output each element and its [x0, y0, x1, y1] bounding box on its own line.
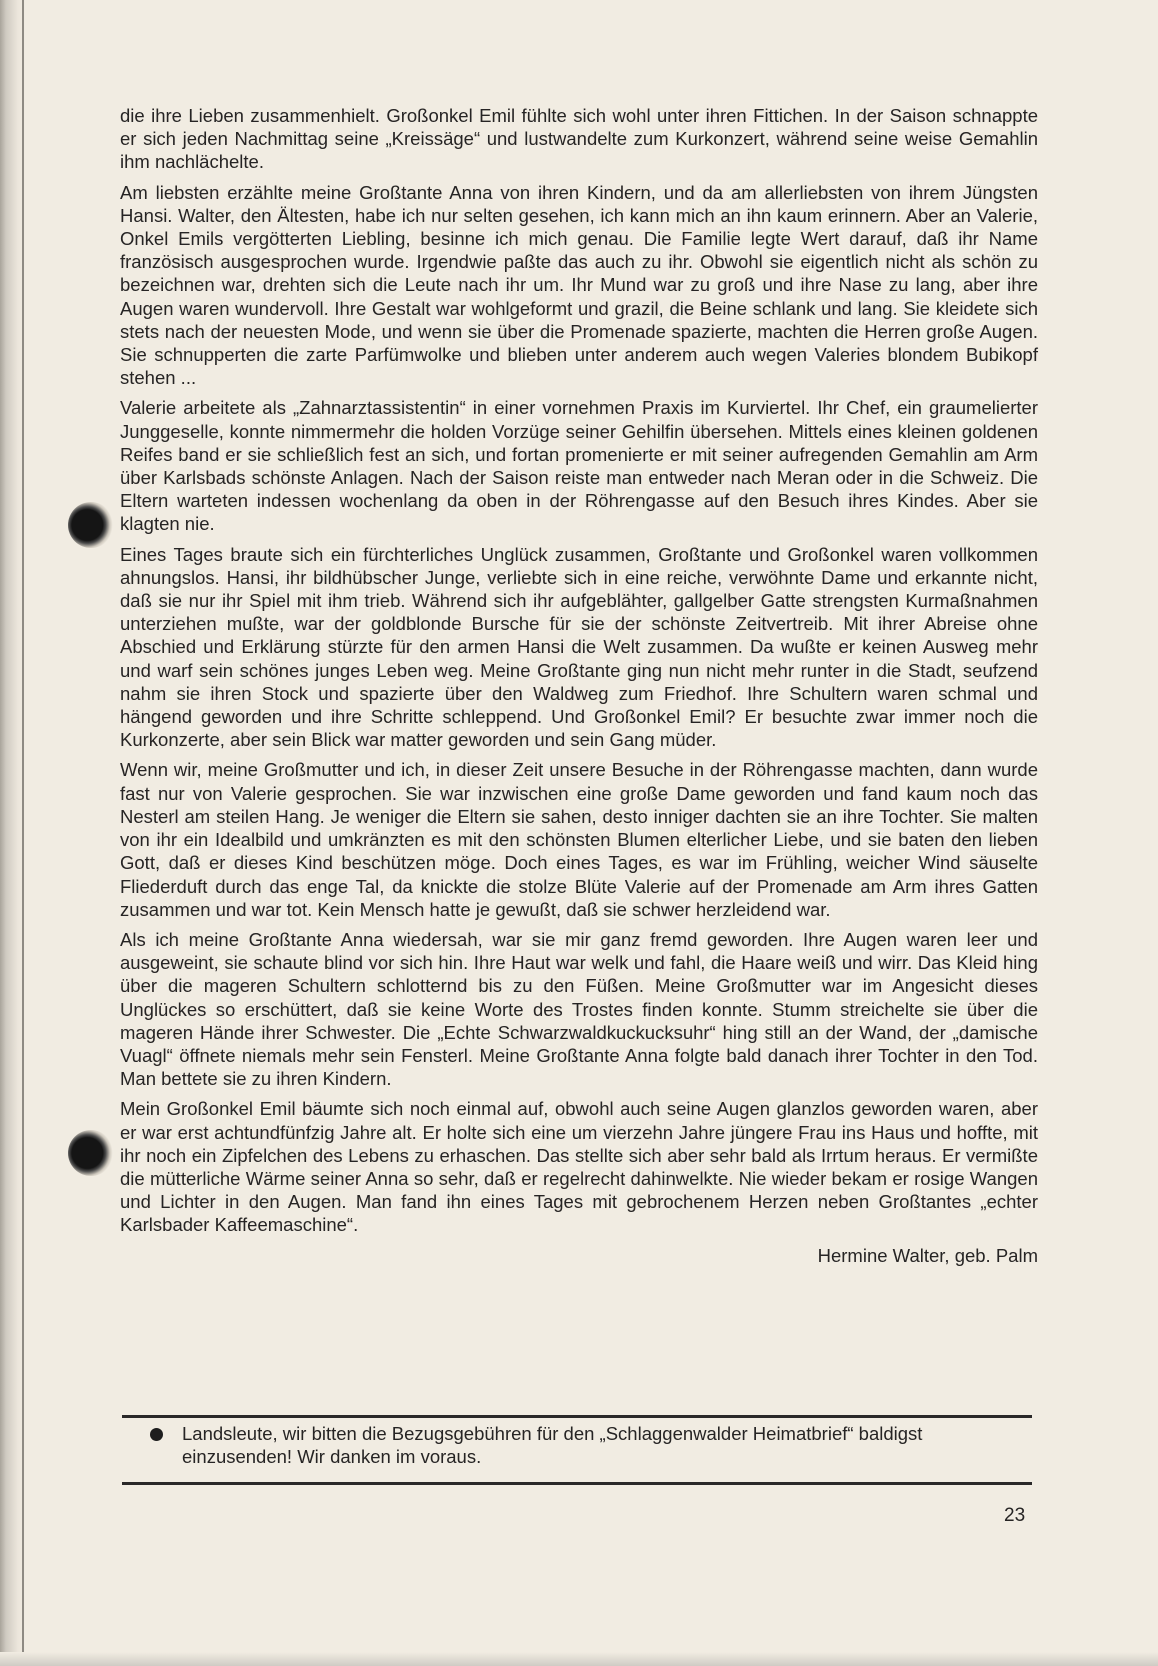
paragraph: Valerie arbeitete als „Zahnarztassistentin“ in einer vornehmen Praxis im Kurviertel. Ihr Chef, ein graumelierter Junggeselle, konnte nimmermehr die holden Vorzüge seiner Gehilfin übersehen. Mittels eines kleinen goldenen Reifes band er sie schließlich fest an sich, und fortan promenierte er mit seiner aufregenden Gemahlin am Arm über Karlsbads schönste Anlagen. Nach der Saison reiste man entweder nach Meran oder in die Schweiz. Die Eltern warteten indessen wochenlang da oben in der Röhrengasse auf den Besuch ihres Kindes. Aber sie klagten nie. — [120, 397, 1038, 535]
bullet-icon — [150, 1428, 163, 1441]
page-bottom-edge — [0, 1652, 1158, 1666]
article-body — [120, 104, 1038, 1267]
paragraph: Eines Tages braute sich ein fürchterliches Unglück zusammen, Großtante und Großonkel waren vollkommen ahnungslos. Hansi, ihr bildhübscher Junge, verliebte sich in eine reiche, verwöhnte Dame und erkannte nicht, daß sie nur ihr Spiel mit ihm trieb. Während sich ihr aufgeblähter, gallgelber Gatte strengsten Kurmaßnahmen unterziehen mußte, war der goldblonde Bursche für sie der schönste Zeitvertreib. Mit ihrer Abreise ohne Abschied und Erklärung stürzte für den armen Hansi die Welt zusammen. Da wußte er keinen Ausweg mehr und warf sein schönes junges Leben weg. Meine Großtante ging nun nicht mehr runter in die Stadt, seufzend nahm sie ihren Stock und spazierte über den Waldweg zum Friedhof. Ihre Schultern waren schmal und hängend geworden und ihre Schritte schleppend. Und Großonkel Emil? Er besuchte zwar immer noch die Kurkonzerte, aber sein Blick war matter geworden und sein Gang müder. — [120, 543, 1038, 751]
paragraph: Am liebsten erzählte meine Großtante Anna von ihren Kindern, und da am allerliebsten von ihrem Jüngsten Hansi. Walter, den Ältesten, habe ich nur selten gesehen, ich kann mich an ihn kaum erinnern. Aber an Valerie, Onkel Emils vergötterten Liebling, besinne ich mich genau. Die Familie legte Wert darauf, daß ihr Name französisch ausgesprochen wurde. Irgendwie paßte das auch zu ihr. Obwohl sie eigentlich nicht als schön zu bezeichnen war, drehten sich die Leute nach ihr um. Ihr Mund war zu groß und ihre Nase zu lang, aber ihre Augen waren wundervoll. Ihre Gestalt war wohlgeformt und grazil, die Beine schlank und lang. Sie kleidete sich stets nach der neuesten Mode, und wenn sie über die Promenade spazierte, machten die Herren große Augen. Sie schnupperten die zarte Parfümwolke und blieben unter anderem auch wegen Valeries blondem Bubikopf stehen ... — [120, 181, 1038, 389]
paragraph: Wenn wir, meine Großmutter und ich, in dieser Zeit unsere Besuche in der Röhrengasse machten, dann wurde fast nur von Valerie gesprochen. Sie war inzwischen eine große Dame geworden und fand kaum noch das Nesterl am steilen Hang. Je weniger die Eltern sie sahen, desto inniger dachten sie an ihre Tochter. Sie malten von ihr ein Idealbild und umkränzten es mit den schönsten Blumen elterlicher Liebe, und sie baten den lieben Gott, daß er dieses Kind beschützen möge. Doch eines Tages, es war im Frühling, weicher Wind säuselte Fliederduft durch das enge Tal, da knickte die stolze Blüte Valerie auf der Promenade am Arm ihres Gatten zusammen und war tot. Kein Mensch hatte je gewußt, daß sie schwer herzleidend war. — [120, 759, 1038, 920]
binding-edge-line — [22, 0, 24, 1666]
page-number: 23 — [1004, 1505, 1026, 1526]
notice-bottom-rule — [122, 1482, 1032, 1485]
punch-hole — [68, 1130, 114, 1176]
paragraph: Mein Großonkel Emil bäumte sich noch einmal auf, obwohl auch seine Augen glanzlos geworden waren, aber er war erst achtundfünfzig Jahre alt. Er holte sich eine um vierzehn Jahre jüngere Frau ins Haus und hoffte, mit ihr noch ein Zipfelchen des Lebens zu erhaschen. Das stellte sich aber sehr bald als Irrtum heraus. Er vermißte die mütterliche Wärme seiner Anna so sehr, daß er regelrecht dahinwelkte. Nie wieder bekam er rosige Wangen und Lichter in den Augen. Man fand ihn eines Tages mit gebrochenem Herzen neben Großtantes „echter Karlsbader Kaffeemaschine“. — [120, 1098, 1038, 1236]
paragraph: die ihre Lieben zusammenhielt. Großonkel Emil fühlte sich wohl unter ihren Fittichen. In der Saison schnappte er sich jeden Nachmittag seine „Kreissäge“ und lustwandelte zum Kurkonzert, während seine weise Gemahlin ihm nachlächelte. — [120, 105, 1038, 173]
punch-hole — [68, 502, 114, 548]
notice-top-rule — [122, 1415, 1032, 1418]
notice-text: Landsleute, wir bitten die Bezugsgebühren für den „Schlaggenwalder Heimatbrief“ baldigst einzusenden! Wir danken im voraus. — [182, 1423, 923, 1467]
paragraph: Als ich meine Großtante Anna wiedersah, war sie mir ganz fremd geworden. Ihre Augen waren leer und ausgeweint, sie schaute blind vor sich hin. Ihre Haut war welk und fahl, die Haare weiß und wirr. Das Kleid hing über die mageren Schultern schlotternd bis zu den Füßen. Meine Großmutter war im Angesicht dieses Unglückes so erschüttert, daß sie keine Worte des Trostes finden konnte. Stumm streichelte sie über die mageren Hände ihrer Schwester. Die „Echte Schwarzwaldkuckucksuhr“ hing still an der Wand, der „damische Vuagl“ öffnete niemals mehr sein Fensterl. Meine Großtante Anna folgte bald danach ihrer Tochter in den Tod. Man bettete sie zu ihren Kindern. — [120, 928, 1038, 1090]
notice-box — [150, 1422, 1010, 1468]
author-signature: Hermine Walter, geb. Palm — [817, 1244, 1038, 1266]
